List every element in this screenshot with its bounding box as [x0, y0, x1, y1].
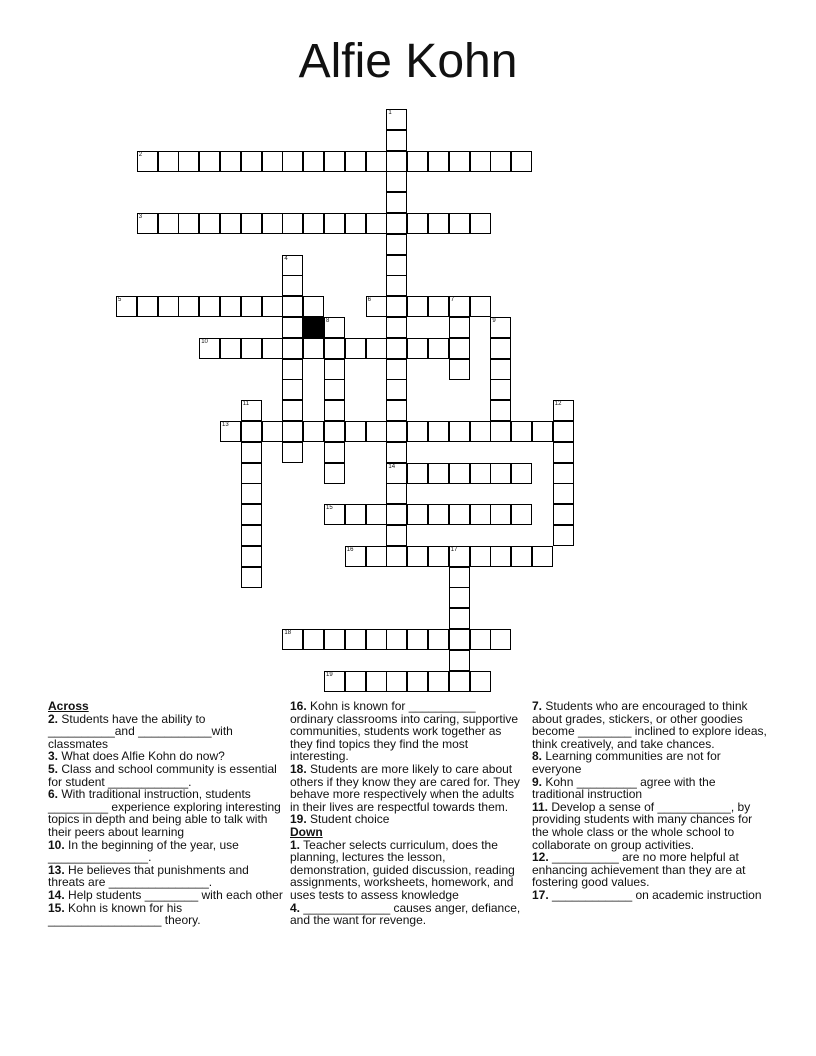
grid-cell[interactable] [490, 379, 511, 400]
grid-block-cell [303, 317, 324, 338]
cell-number: 12 [554, 401, 562, 408]
clue-across-2: 2. Students have the ability to __________and ___________with classmates [48, 711, 233, 751]
grid-cell[interactable] [241, 504, 262, 525]
grid-cell[interactable] [386, 192, 407, 213]
grid-cell[interactable] [428, 338, 449, 359]
grid-cell[interactable] [116, 296, 137, 317]
grid-cell[interactable] [345, 338, 366, 359]
grid-cell[interactable] [345, 151, 366, 172]
grid-cell[interactable] [386, 421, 407, 442]
grid-cell[interactable] [490, 546, 511, 567]
grid-cell[interactable] [386, 151, 407, 172]
grid-cell[interactable] [303, 421, 324, 442]
cell-number: 4 [284, 255, 288, 262]
grid-cell[interactable] [137, 296, 158, 317]
grid-cell[interactable] [220, 213, 241, 234]
grid-cell[interactable] [282, 275, 303, 296]
grid-cell[interactable] [490, 629, 511, 650]
grid-cell[interactable] [178, 151, 199, 172]
grid-cell[interactable] [241, 442, 262, 463]
grid-cell[interactable] [407, 296, 428, 317]
grid-cell[interactable] [407, 671, 428, 692]
grid-cell[interactable] [178, 213, 199, 234]
grid-cell[interactable] [428, 546, 449, 567]
grid-cell[interactable] [449, 213, 470, 234]
grid-cell[interactable] [345, 629, 366, 650]
grid-cell[interactable] [324, 463, 345, 484]
grid-cell[interactable] [407, 421, 428, 442]
grid-cell[interactable] [511, 504, 532, 525]
grid-cell[interactable] [282, 255, 303, 276]
grid-cell[interactable] [282, 317, 303, 338]
grid-cell[interactable] [262, 213, 283, 234]
grid-cell[interactable] [428, 296, 449, 317]
grid-cell[interactable] [407, 338, 428, 359]
grid-cell[interactable] [386, 379, 407, 400]
grid-cell[interactable] [324, 442, 345, 463]
cell-number: 2 [138, 151, 143, 158]
grid-cell[interactable] [449, 650, 470, 671]
clues-column-3 [532, 700, 770, 902]
grid-cell[interactable] [241, 338, 262, 359]
grid-cell[interactable] [470, 296, 491, 317]
clue-down-11: 11. Develop a sense of ___________, by providing students with many chances for the whole class or the whole school to collaborate on group activities. [532, 799, 753, 852]
grid-cell[interactable] [199, 338, 220, 359]
grid-cell[interactable] [303, 629, 324, 650]
grid-cell[interactable] [386, 525, 407, 546]
clue-across-18: 18. Students are more likely to care about others if they know they are cared for. They behave more respectively when the adults in their lives are respectful towards them. [290, 761, 520, 814]
grid-cell[interactable] [386, 338, 407, 359]
grid-cell[interactable] [470, 546, 491, 567]
clues-column-1 [48, 700, 284, 927]
grid-cell[interactable] [449, 504, 470, 525]
grid-cell[interactable] [553, 442, 574, 463]
grid-cell[interactable] [532, 421, 553, 442]
grid-cell[interactable] [199, 296, 220, 317]
grid-cell[interactable] [386, 629, 407, 650]
grid-cell[interactable] [303, 213, 324, 234]
clue-across-6: 6. With traditional instruction, students _________ experience exploring interesting topics in depth and being able to talk with their peers about learning [48, 787, 281, 839]
grid-cell[interactable] [386, 296, 407, 317]
cell-number: 3 [138, 214, 143, 220]
grid-cell[interactable] [470, 671, 491, 692]
grid-cell[interactable] [407, 213, 428, 234]
grid-cell[interactable] [303, 338, 324, 359]
grid-cell[interactable] [324, 400, 345, 421]
grid-cell[interactable] [470, 421, 491, 442]
grid-cell[interactable] [241, 567, 262, 588]
grid-cell[interactable] [449, 296, 470, 317]
grid-cell[interactable] [324, 379, 345, 400]
cell-number: 14 [388, 463, 396, 470]
grid-cell[interactable] [282, 296, 303, 317]
grid-cell[interactable] [407, 504, 428, 525]
grid-cell[interactable] [324, 671, 345, 692]
grid-cell[interactable] [428, 213, 449, 234]
grid-cell[interactable] [449, 338, 470, 359]
grid-cell[interactable] [220, 421, 241, 442]
grid-cell[interactable] [490, 317, 511, 338]
grid-cell[interactable] [158, 296, 179, 317]
clue-across-19: 19. Student choice [290, 812, 390, 827]
grid-cell[interactable] [386, 463, 407, 484]
clue-across-13: 13. He believes that punishments and threats are _______________. [48, 862, 249, 890]
grid-cell[interactable] [449, 359, 470, 380]
grid-cell[interactable] [366, 546, 387, 567]
clue-down-7: 7. Students who are encouraged to think about grades, stickers, or other goodies become ________ inclined to explore ideas, think creatively, and take chances. [532, 699, 767, 751]
grid-cell[interactable] [553, 463, 574, 484]
grid-cell[interactable] [158, 213, 179, 234]
grid-cell[interactable] [324, 151, 345, 172]
cell-number: 18 [284, 630, 292, 636]
grid-cell[interactable] [324, 338, 345, 359]
grid-cell[interactable] [241, 546, 262, 567]
cell-number: 11 [242, 401, 250, 408]
grid-cell[interactable] [490, 504, 511, 525]
grid-cell[interactable] [324, 213, 345, 234]
grid-cell[interactable] [428, 504, 449, 525]
grid-cell[interactable] [366, 213, 387, 234]
grid-cell[interactable] [511, 463, 532, 484]
grid-cell[interactable] [178, 296, 199, 317]
grid-cell[interactable] [449, 587, 470, 608]
grid-cell[interactable] [262, 296, 283, 317]
clue-across-16: 16. Kohn is known for __________ ordinary classrooms into caring, supportive communities, students work together as they find topics they find the most interesting. [290, 699, 519, 764]
grid-cell[interactable] [241, 421, 262, 442]
grid-cell[interactable] [241, 463, 262, 484]
grid-cell[interactable] [324, 629, 345, 650]
grid-cell[interactable] [345, 213, 366, 234]
grid-cell[interactable] [490, 359, 511, 380]
grid-cell[interactable] [386, 234, 407, 255]
cell-number: 1 [388, 110, 392, 116]
grid-cell[interactable] [386, 359, 407, 380]
grid-cell[interactable] [282, 629, 303, 650]
cell-number: 8 [326, 318, 330, 324]
grid-cell[interactable] [241, 151, 262, 172]
grid-cell[interactable] [490, 338, 511, 359]
grid-cell[interactable] [282, 442, 303, 463]
grid-cell[interactable] [158, 151, 179, 172]
grid-cell[interactable] [366, 151, 387, 172]
grid-cell[interactable] [470, 213, 491, 234]
grid-cell[interactable] [220, 296, 241, 317]
grid-cell[interactable] [386, 275, 407, 296]
cell-number: 10 [201, 338, 208, 345]
grid-cell[interactable] [386, 671, 407, 692]
clues-column-2 [290, 700, 522, 927]
clue-across-14: 14. Help students ________ with each other [48, 887, 283, 902]
grid-cell[interactable] [407, 151, 428, 172]
grid-cell[interactable] [449, 151, 470, 172]
grid-cell[interactable] [386, 400, 407, 421]
grid-cell[interactable] [220, 338, 241, 359]
grid-cell[interactable] [490, 421, 511, 442]
grid-cell[interactable] [470, 463, 491, 484]
grid-cell[interactable] [449, 608, 470, 629]
grid-cell[interactable] [345, 504, 366, 525]
grid-cell[interactable] [324, 359, 345, 380]
grid-cell[interactable] [428, 463, 449, 484]
page-title: Alfie Kohn [298, 35, 518, 88]
grid-cell[interactable] [386, 213, 407, 234]
grid-cell[interactable] [282, 379, 303, 400]
grid-cell[interactable] [470, 151, 491, 172]
grid-cell[interactable] [241, 296, 262, 317]
grid-cell[interactable] [386, 546, 407, 567]
cell-number: 17 [450, 546, 458, 553]
cell-number: 19 [326, 671, 333, 678]
grid-cell[interactable] [366, 421, 387, 442]
grid-cell[interactable] [366, 671, 387, 692]
grid-cell[interactable] [553, 525, 574, 546]
grid-cell[interactable] [345, 421, 366, 442]
grid-cell[interactable] [490, 463, 511, 484]
grid-cell[interactable] [386, 483, 407, 504]
grid-cell[interactable] [553, 421, 574, 442]
grid-cell[interactable] [470, 629, 491, 650]
clue-across-5: 5. Class and school community is essential for student ____________. [48, 761, 277, 789]
grid-cell[interactable] [511, 546, 532, 567]
grid-cell[interactable] [366, 296, 387, 317]
grid-cell[interactable] [241, 213, 262, 234]
grid-cell[interactable] [490, 400, 511, 421]
grid-cell[interactable] [553, 504, 574, 525]
grid-cell[interactable] [449, 671, 470, 692]
grid-cell[interactable] [282, 400, 303, 421]
grid-cell[interactable] [345, 671, 366, 692]
grid-cell[interactable] [324, 504, 345, 525]
grid-cell[interactable] [449, 421, 470, 442]
grid-cell[interactable] [553, 483, 574, 504]
grid-cell[interactable] [366, 504, 387, 525]
grid-cell[interactable] [407, 546, 428, 567]
grid-cell[interactable] [449, 567, 470, 588]
cell-number: 9 [492, 318, 496, 324]
clue-down-8: 8. Learning communities are not for everyone [532, 749, 721, 776]
grid-cell[interactable] [366, 338, 387, 359]
cell-number: 13 [222, 422, 229, 428]
grid-cell[interactable] [428, 151, 449, 172]
grid-cell[interactable] [386, 504, 407, 525]
grid-cell[interactable] [303, 296, 324, 317]
grid-cell[interactable] [407, 463, 428, 484]
grid-cell[interactable] [511, 151, 532, 172]
grid-cell[interactable] [241, 483, 262, 504]
grid-cell[interactable] [262, 338, 283, 359]
grid-cell[interactable] [449, 317, 470, 338]
grid-cell[interactable] [199, 213, 220, 234]
grid-cell[interactable] [282, 151, 303, 172]
grid-cell[interactable] [386, 109, 407, 130]
grid-cell[interactable] [449, 629, 470, 650]
grid-cell[interactable] [366, 629, 387, 650]
grid-cell[interactable] [407, 629, 428, 650]
clue-down-9: 9. Kohn _________ agree with the traditional instruction [532, 774, 716, 802]
grid-cell[interactable] [428, 629, 449, 650]
grid-cell[interactable] [282, 421, 303, 442]
clue-down-4: 4. _____________ causes anger, defiance, and the want for revenge. [290, 900, 521, 928]
grid-cell[interactable] [345, 546, 366, 567]
grid-cell[interactable] [137, 213, 158, 234]
grid-cell[interactable] [324, 317, 345, 338]
clue-down-1: 1. Teacher selects curriculum, does the planning, lectures the lesson, demonstration, guided discussion, reading assignments, worksheets, homework, and uses tests to assess knowledge [290, 837, 515, 902]
cell-number: 5 [118, 297, 122, 304]
clue-across-10: 10. In the beginning of the year, use _______________. [48, 837, 239, 865]
grid-cell[interactable] [303, 151, 324, 172]
grid-cell[interactable] [386, 130, 407, 151]
grid-cell[interactable] [241, 525, 262, 546]
grid-cell[interactable] [262, 151, 283, 172]
grid-cell[interactable] [386, 171, 407, 192]
grid-cell[interactable] [282, 213, 303, 234]
grid-cell[interactable] [449, 463, 470, 484]
grid-cell[interactable] [470, 504, 491, 525]
grid-cell[interactable] [220, 151, 241, 172]
grid-cell[interactable] [386, 317, 407, 338]
cell-number: 7 [450, 297, 455, 304]
grid-cell[interactable] [324, 421, 345, 442]
clue-down-17: 17. ____________ on academic instruction [532, 887, 762, 902]
grid-cell[interactable] [449, 546, 470, 567]
grid-cell[interactable] [262, 421, 283, 442]
grid-cell[interactable] [241, 400, 262, 421]
grid-cell[interactable] [199, 151, 220, 172]
grid-cell[interactable] [386, 255, 407, 276]
cell-number: 6 [367, 297, 371, 304]
grid-cell[interactable] [490, 151, 511, 172]
grid-cell[interactable] [386, 442, 407, 463]
grid-cell[interactable] [428, 421, 449, 442]
cell-number: 16 [346, 546, 354, 553]
clue-across-15: 15. Kohn is known for his _________________ theory. [48, 900, 201, 928]
grid-cell[interactable] [511, 421, 532, 442]
grid-cell[interactable] [553, 400, 574, 421]
grid-cell[interactable] [282, 359, 303, 380]
clue-across-3: 3. What does Alfie Kohn do now? [48, 749, 225, 764]
grid-cell[interactable] [428, 671, 449, 692]
cell-number: 15 [326, 505, 333, 512]
clue-down-12: 12. __________ are no more helpful at enhancing achievement than they are at fostering good values. [532, 850, 746, 890]
across-heading: Across [48, 699, 89, 713]
grid-cell[interactable] [137, 151, 158, 172]
grid-cell[interactable] [282, 338, 303, 359]
grid-cell[interactable] [532, 546, 553, 567]
down-heading: Down [290, 824, 323, 839]
